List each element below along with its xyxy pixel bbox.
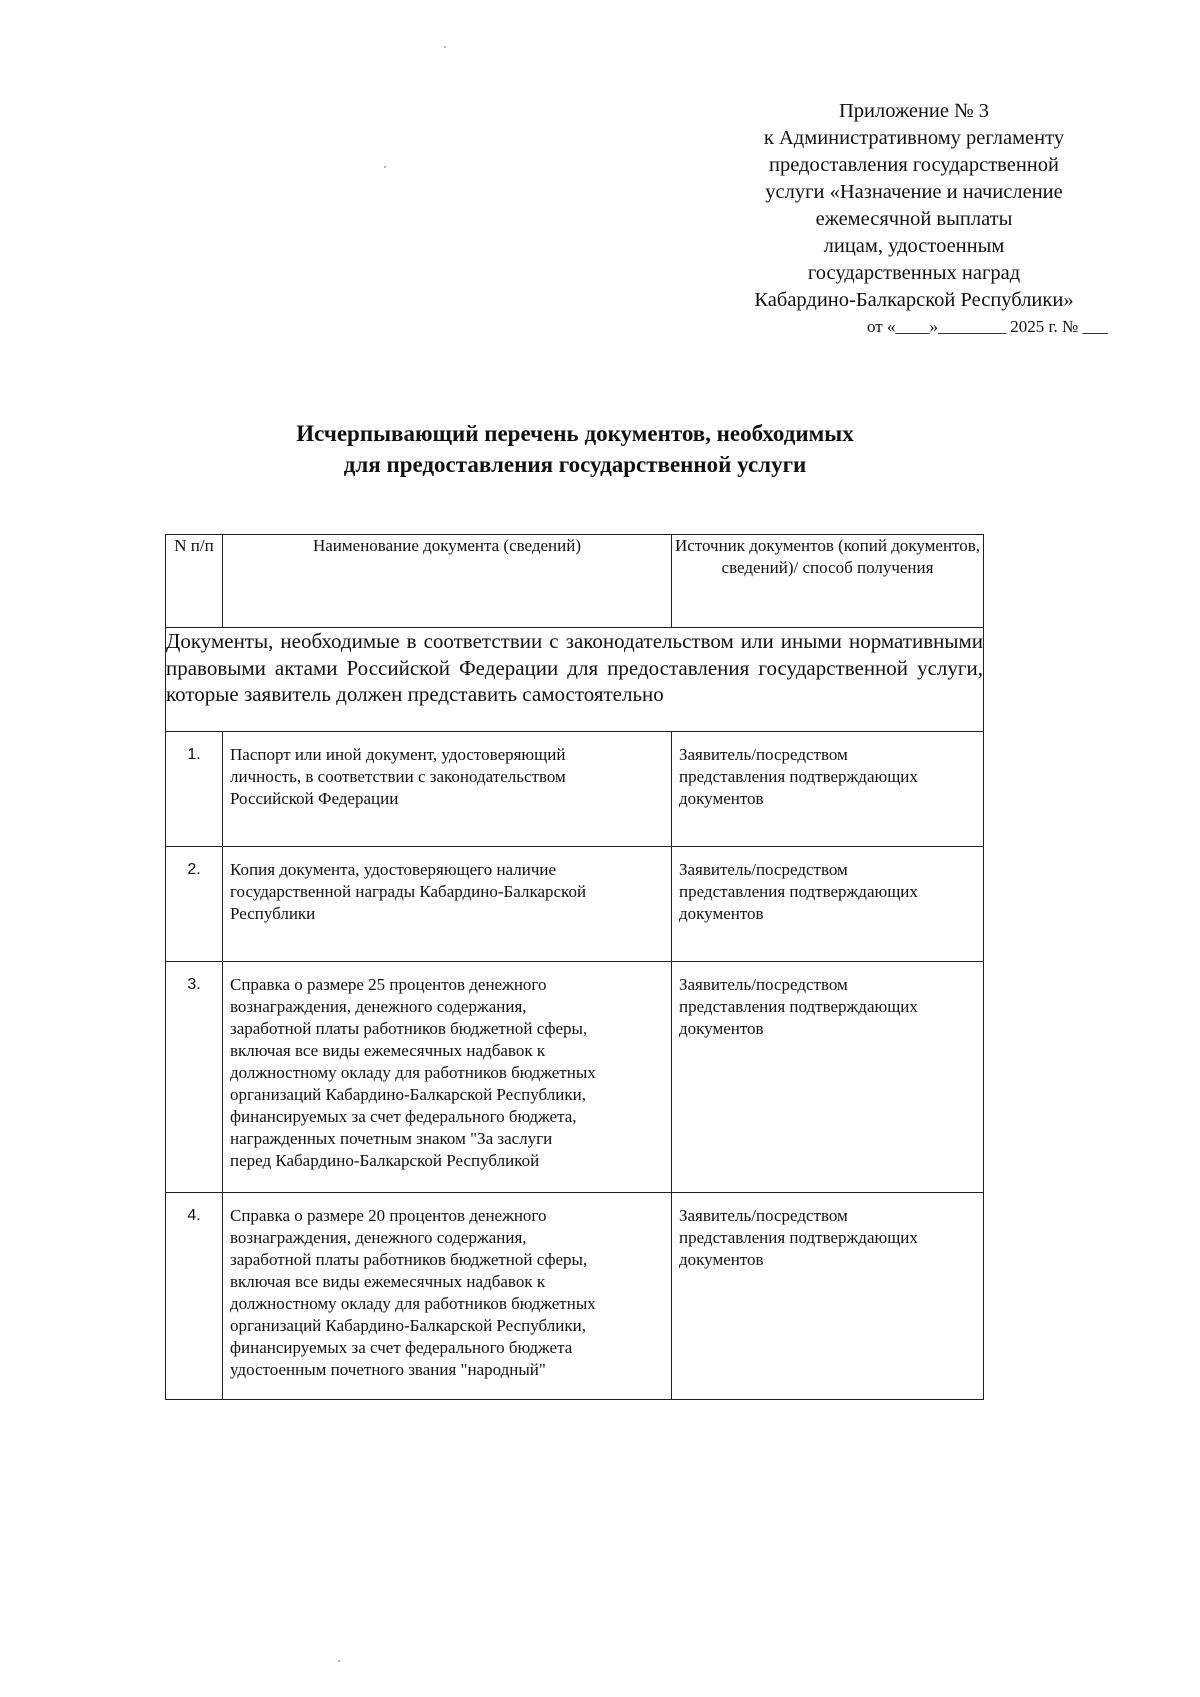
row-document-name: [223, 962, 672, 1193]
text-line: представления подтверждающих: [679, 882, 918, 901]
text-line: Заявитель/посредством: [679, 745, 848, 764]
row-source: [672, 847, 984, 962]
text-line: вознаграждения, денежного содержания,: [230, 1228, 527, 1247]
row-source: [672, 1193, 984, 1400]
text-line: документов: [679, 1019, 764, 1038]
text-line: организаций Кабардино-Балкарской Республики,: [230, 1085, 586, 1104]
text-line: государственной награды Кабардино-Балкарской: [230, 882, 587, 901]
annex-line: государственных наград: [807, 262, 1021, 284]
annex-line: Кабардино-Балкарской Республики»: [754, 289, 1074, 311]
text-line: Справка о размере 25 процентов денежного: [230, 975, 547, 994]
header-name: Наименование документа (сведений): [223, 535, 672, 628]
text-line: Российской Федерации: [230, 789, 399, 808]
text-line: личность, в соответствии с законодательством: [230, 767, 566, 786]
row-source: [672, 732, 984, 847]
text-line: удостоенным почетного звания "народный": [230, 1360, 546, 1379]
text-line: представления подтверждающих: [679, 767, 918, 786]
row-document-name: [223, 1193, 672, 1400]
annex-line: к Административному регламенту: [763, 127, 1065, 149]
text-line: должностному окладу для работников бюджетных: [230, 1294, 596, 1313]
text-line: должностному окладу для работников бюджетных: [230, 1063, 596, 1082]
text-line: включая все виды ежемесячных надбавок к: [230, 1272, 546, 1291]
section-title: Документы, необходимые в соответствии с законодательством или иными нормативными правовыми актами Российской Федерации для предоставления государственной услуги, которые заявитель должен представить самостоятельно: [166, 628, 984, 732]
row-number: 4.: [166, 1193, 223, 1400]
text-line: документов: [679, 904, 764, 923]
text-line: представления подтверждающих: [679, 1228, 918, 1247]
text-line: финансируемых за счет федерального бюджета: [230, 1338, 573, 1357]
annex-date-line: от «____»________ 2025 г. № ___: [867, 317, 1108, 336]
text-line: Паспорт или иной документ, удостоверяющий: [230, 745, 566, 764]
annex-header: [720, 98, 1108, 338]
scan-speck: [444, 46, 446, 48]
title-line-1: Исчерпывающий перечень документов, необходимых: [296, 421, 854, 446]
row-document-name: [223, 847, 672, 962]
row-source: [672, 962, 984, 1193]
text-line: заработной платы работников бюджетной сферы,: [230, 1019, 588, 1038]
row-document-name: [223, 732, 672, 847]
text-line: Республики: [230, 904, 316, 923]
annex-line: лицам, удостоенным: [823, 235, 1005, 257]
table-header-row: [166, 535, 984, 628]
table-row: [166, 732, 984, 847]
document-title: [160, 418, 990, 480]
annex-line: услуги «Назначение и начисление: [765, 181, 1063, 203]
row-number: 1.: [166, 732, 223, 847]
text-line: документов: [679, 1250, 764, 1269]
documents-table: [165, 534, 984, 1400]
text-line: перед Кабардино-Балкарской Республикой: [230, 1151, 540, 1170]
row-number: 2.: [166, 847, 223, 962]
text-line: награжденных почетным знаком "За заслуги: [230, 1129, 553, 1148]
text-line: включая все виды ежемесячных надбавок к: [230, 1041, 546, 1060]
title-line-2: для предоставления государственной услуги: [343, 452, 807, 477]
header-number: N п/п: [166, 535, 223, 628]
text-line: Копия документа, удостоверяющего наличие: [230, 860, 557, 879]
text-line: Заявитель/посредством: [679, 1206, 848, 1225]
text-line: Заявитель/посредством: [679, 975, 848, 994]
header-source: Источник документов (копий документов, сведений)/ способ получения: [672, 535, 984, 628]
text-line: заработной платы работников бюджетной сферы,: [230, 1250, 588, 1269]
text-line: представления подтверждающих: [679, 997, 918, 1016]
annex-line: Приложение № 3: [838, 100, 990, 122]
text-line: документов: [679, 789, 764, 808]
annex-line: ежемесячной выплаты: [815, 208, 1013, 230]
table-row: [166, 1193, 984, 1400]
text-line: вознаграждения, денежного содержания,: [230, 997, 527, 1016]
text-line: Заявитель/посредством: [679, 860, 848, 879]
scan-speck: [338, 1660, 340, 1662]
text-line: Справка о размере 20 процентов денежного: [230, 1206, 547, 1225]
text-line: организаций Кабардино-Балкарской Республики,: [230, 1316, 586, 1335]
table-row: [166, 847, 984, 962]
table-row: [166, 962, 984, 1193]
row-number: 3.: [166, 962, 223, 1193]
text-line: финансируемых за счет федерального бюджета,: [230, 1107, 577, 1126]
scan-speck: [384, 166, 386, 168]
section-row: [166, 628, 984, 732]
annex-line: предоставления государственной: [769, 154, 1059, 176]
